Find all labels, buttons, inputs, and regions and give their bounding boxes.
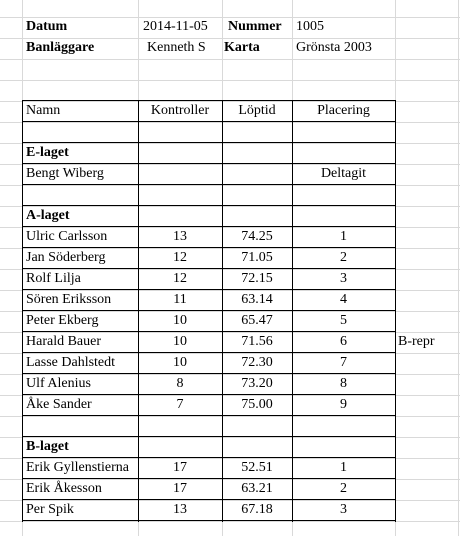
table-border-horizontal (22, 436, 396, 437)
grid-row-line (0, 437, 460, 438)
column-header-kontroller: Kontroller (150, 103, 210, 118)
result-loptid-cell[interactable]: 52.51 (241, 460, 273, 475)
result-name-cell[interactable]: Ulf Alenius (26, 376, 91, 391)
result-loptid-cell[interactable]: 71.56 (241, 334, 273, 349)
grid-row-line (0, 416, 460, 417)
grid-row-line (0, 521, 460, 522)
banlaggare-label: Banläggare (26, 40, 95, 55)
result-placering-cell[interactable]: 1 (340, 229, 347, 244)
table-border-horizontal (22, 184, 396, 185)
section-title-a-laget: A-laget (26, 208, 70, 223)
result-kontroller-cell[interactable]: 10 (173, 355, 187, 370)
table-border-horizontal (22, 121, 396, 122)
result-kontroller-cell[interactable]: 11 (173, 292, 187, 307)
result-placering-cell[interactable]: 4 (340, 292, 347, 307)
result-loptid-cell[interactable]: 67.18 (241, 502, 273, 517)
table-border-horizontal (22, 415, 396, 416)
grid-row-line (0, 143, 460, 144)
result-name-cell[interactable]: Rolf Lilja (26, 271, 81, 286)
karta-value[interactable]: Grönsta 2003 (296, 40, 372, 55)
table-border-horizontal (22, 142, 396, 143)
table-border-horizontal (22, 205, 396, 206)
result-placering-cell[interactable]: 8 (340, 376, 347, 391)
table-border-horizontal (22, 520, 396, 521)
result-placering-cell[interactable]: 3 (340, 271, 347, 286)
result-loptid-cell[interactable]: 65.47 (241, 313, 273, 328)
result-placering-cell[interactable]: 9 (340, 397, 347, 412)
result-name-cell[interactable]: Per Spik (26, 502, 74, 517)
result-kontroller-cell[interactable]: 13 (173, 502, 187, 517)
grid-row-line (0, 122, 460, 123)
result-loptid-cell[interactable]: 75.00 (241, 397, 273, 412)
grid-row-line (0, 185, 460, 186)
result-placering-cell[interactable]: 5 (340, 313, 347, 328)
result-placering-cell[interactable]: 2 (340, 250, 347, 265)
result-loptid-cell[interactable]: 63.14 (241, 292, 273, 307)
e-lag-placering[interactable]: Deltagit (320, 166, 367, 181)
result-placering-cell[interactable]: 6 (340, 334, 347, 349)
result-name-cell[interactable]: Harald Bauer (26, 334, 102, 349)
result-loptid-cell[interactable]: 63.21 (241, 481, 273, 496)
result-kontroller-cell[interactable]: 13 (173, 229, 187, 244)
e-lag-name[interactable]: Bengt Wiberg (26, 166, 104, 181)
nummer-label: Nummer (228, 19, 282, 34)
result-kontroller-cell[interactable]: 10 (173, 313, 187, 328)
result-name-cell[interactable]: Lasse Dahlstedt (26, 355, 116, 370)
result-loptid-cell[interactable]: 73.20 (241, 376, 273, 391)
karta-label: Karta (224, 40, 260, 55)
result-kontroller-cell[interactable]: 17 (173, 460, 187, 475)
result-placering-cell[interactable]: 3 (340, 502, 347, 517)
result-placering-cell[interactable]: 7 (340, 355, 347, 370)
result-kontroller-cell[interactable]: 12 (173, 271, 187, 286)
result-name-cell[interactable]: Erik Åkesson (26, 481, 102, 496)
result-name-cell[interactable]: Ulric Carlsson (26, 229, 108, 244)
result-placering-cell[interactable]: 1 (340, 460, 347, 475)
section-title-e-laget: E-laget (26, 145, 69, 160)
result-name-cell[interactable]: Jan Söderberg (26, 250, 106, 265)
result-name-cell[interactable]: Peter Ekberg (26, 313, 99, 328)
result-name-cell[interactable]: Åke Sander (26, 397, 92, 412)
column-header-loptid: Löptid (238, 103, 276, 118)
result-name-cell[interactable]: Erik Gyllenstierna (26, 460, 130, 475)
column-header-namn: Namn (26, 103, 61, 118)
nummer-value[interactable]: 1005 (296, 19, 324, 34)
result-kontroller-cell[interactable]: 7 (176, 397, 184, 412)
result-placering-cell[interactable]: 2 (340, 481, 347, 496)
banlaggare-value[interactable]: Kenneth S (147, 40, 206, 55)
result-name-cell[interactable]: Sören Eriksson (26, 292, 112, 307)
result-kontroller-cell[interactable]: 10 (173, 334, 187, 349)
datum-value[interactable]: 2014-11-05 (143, 19, 208, 34)
result-loptid-cell[interactable]: 72.30 (241, 355, 273, 370)
section-title-b-laget: B-laget (26, 439, 69, 454)
result-loptid-cell[interactable]: 72.15 (241, 271, 273, 286)
result-loptid-cell[interactable]: 74.25 (241, 229, 273, 244)
column-header-placering: Placering (317, 103, 370, 118)
datum-label: Datum (26, 19, 68, 34)
result-kontroller-cell[interactable]: 8 (176, 376, 184, 391)
result-kontroller-cell[interactable]: 12 (173, 250, 187, 265)
result-kontroller-cell[interactable]: 17 (173, 481, 187, 496)
result-loptid-cell[interactable]: 71.05 (241, 250, 273, 265)
grid-row-line (0, 59, 460, 60)
result-note-cell[interactable]: B-repr (398, 334, 435, 349)
grid-row-line (0, 80, 460, 81)
